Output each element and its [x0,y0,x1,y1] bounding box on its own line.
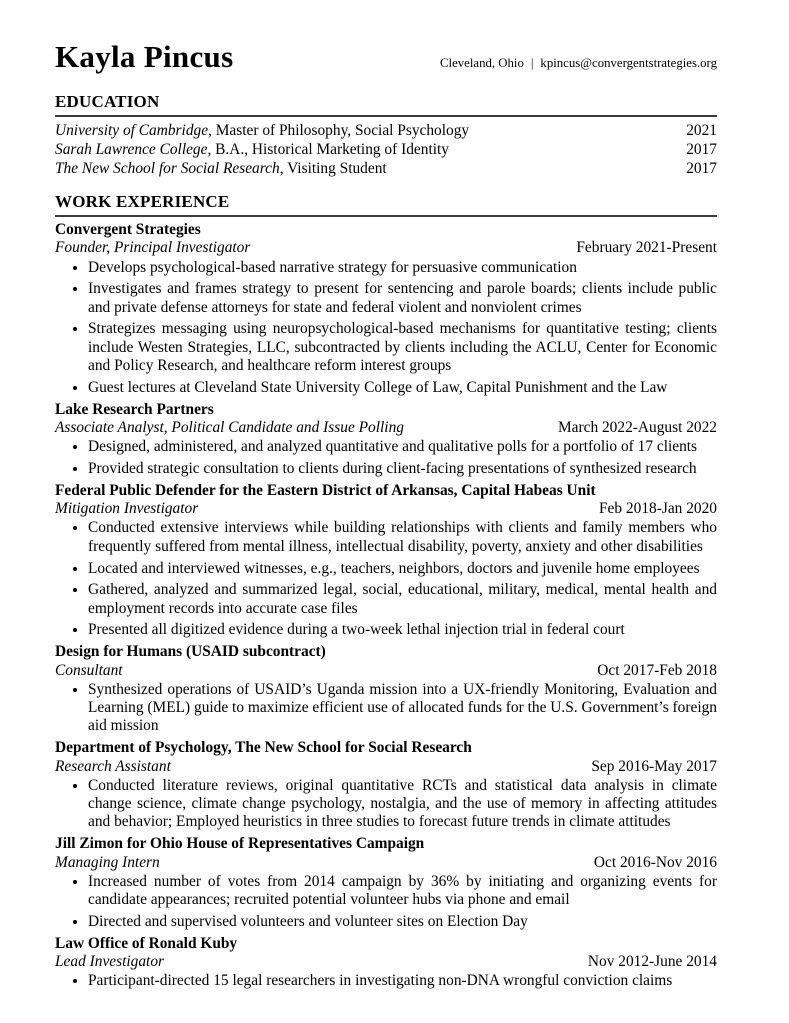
education-institution: The New School for Social Research [55,160,280,177]
job-title: Consultant [55,661,123,679]
job-company: Convergent Strategies [55,221,201,238]
job-bullet: • Located and interviewed witnesses, e.g., teachers, neighbors, doctors and juvenile home employees [88,560,717,578]
education-year: 2017 [686,141,717,158]
education-detail: Master of Philosophy, Social Psychology [211,122,470,139]
job-bullet: • Synthesized operations of USAID’s Uganda mission into a UX-friendly Monitoring, Evaluation and Learning (MEL) guide to maximize efficient use of allocated funds for the U.S. Government’s foreign aid mission [88,681,717,736]
job-title-row [55,239,717,257]
job-entry [55,482,717,640]
job-bullet: • Develops psychological-based narrative strategy for persuasive communication [88,259,717,277]
job-bullet-list [55,681,717,736]
resume-header [55,38,717,76]
job-title: Founder, Principal Investigator [55,239,251,257]
job-bullet: • Presented all digitized evidence during a two-week lethal injection trial in federal court [88,621,717,639]
job-title: Associate Analyst, Political Candidate and Issue Polling [55,418,404,436]
contact-location: Cleveland, Ohio [439,56,524,70]
job-bullet: • Participant-directed 15 legal researchers in investigating non-DNA wrongful conviction claims [88,972,717,990]
job-bullet: • Guest lectures at Cleveland State University College of Law, Capital Punishment and the Law [88,379,717,397]
job-entry [55,739,717,831]
job-title: Mitigation Investigator [55,500,199,518]
job-company: Department of Psychology, The New School for Social Research [55,739,472,757]
education-entry-text [55,121,469,140]
job-title: Managing Intern [55,853,160,871]
job-bullet-list [55,873,717,931]
job-entry [55,401,717,479]
job-bullet: • Directed and supervised volunteers and volunteer sites on Election Day [88,913,717,931]
job-dates: Oct 2016-Nov 2016 [593,853,717,871]
job-bullet: • Investigates and frames strategy to present for sentencing and parole boards; clients include public and private defense attorneys for state and federal violent and nonviolent crimes [88,280,717,317]
job-bullet-list [55,519,717,639]
contact-info [440,55,717,71]
job-bullet: • Provided strategic consultation to clients during client-facing presentations of synthesized research [88,460,717,478]
job-title-row [55,662,717,680]
education-entries [55,121,717,178]
education-detail: B.A., Historical Marketing of Identity [211,141,449,158]
job-company: Lake Research Partners [55,400,214,418]
job-entry [55,221,717,397]
education-year: 2017 [686,160,717,177]
job-dates: Feb 2018-Jan 2020 [599,500,717,518]
education-entry [55,159,717,178]
job-bullet: • Gathered, analyzed and summarized legal, social, educational, military, medical, mental health and employment records into accurate case files [88,581,717,618]
job-dates: Nov 2012-June 2014 [587,952,717,970]
person-name: Kayla Pincus [55,39,234,74]
job-bullet: • Conducted extensive interviews while building relationships with clients and family members who frequently suffered from mental illness, intellectual disability, poverty, anxiety and other disabilities [88,519,717,556]
education-entry-text [55,140,449,159]
job-company: Law Office of Ronald Kuby [55,934,238,952]
job-dates: Sep 2016-May 2017 [591,757,717,775]
job-title-row [55,758,717,776]
job-bullet-list [55,438,717,478]
job-dates: February 2021-Present [576,239,717,257]
education-institution: Sarah Lawrence College, [55,141,212,158]
job-dates: Oct 2017-Feb 2018 [597,661,717,679]
education-entry [55,140,717,159]
job-title: Research Assistant [55,757,171,775]
education-entry-text [55,159,387,178]
education-entry [55,121,717,140]
job-bullet-list [55,972,717,990]
job-bullet: • Increased number of votes from 2014 campaign by 36% by initiating and organizing events for candidate appearances; recruited potential volunteer hubs via phone and email [88,873,717,910]
education-year: 2021 [686,122,717,139]
contact-separator: | [530,56,534,70]
job-company: Design for Humans (USAID subcontract) [55,643,326,661]
section-heading-education: EDUCATION [55,91,717,117]
job-bullet: • Strategizes messaging using neuropsychological-based mechanisms for quantitative testing; clients include Westen Strategies, LLC, subcontracted by clients including the ACLU, Center for Economic and Policy Research, and healthcare reform interest groups [88,320,717,375]
job-bullet-list [55,259,717,398]
section-heading-work-experience: WORK EXPERIENCE [55,191,717,217]
job-entry [55,835,717,931]
education-detail: , Visiting Student [279,160,387,177]
job-list [55,221,717,991]
job-title-row [55,854,717,872]
job-title: Lead Investigator [55,952,165,970]
contact-email: kpincus@convergentstrategies.org [540,56,717,70]
job-bullet: • Conducted literature reviews, original quantitative RCTs and statistical data analysis in climate change science, climate change psychology, nostalgia, and the use of memory in affecting attitudes and behavior; Employed heuristics in three studies to forecast future trends in climate attitudes [88,777,717,832]
job-entry [55,935,717,991]
job-title-row [55,953,717,971]
education-institution: University of Cambridge, [55,122,212,139]
job-bullet-list [55,777,717,832]
job-dates: March 2022-August 2022 [557,418,717,436]
job-bullet: • Designed, administered, and analyzed quantitative and qualitative polls for a portfolio of 17 clients [88,438,717,456]
job-company: Federal Public Defender for the Eastern District of Arkansas, Capital Habeas Unit [55,481,596,499]
job-company: Jill Zimon for Ohio House of Representatives Campaign [55,835,425,853]
job-title-row [55,500,717,518]
job-entry [55,643,717,735]
job-title-row [55,419,717,437]
